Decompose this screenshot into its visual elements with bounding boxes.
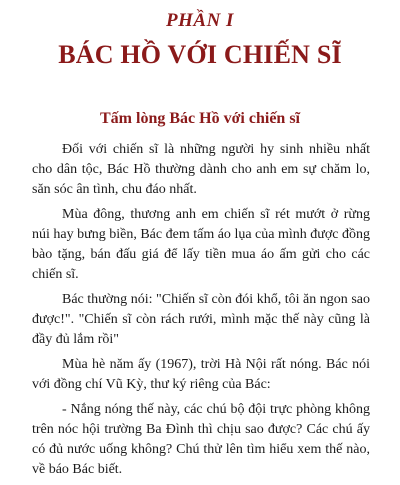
part-title: BÁC HỒ VỚI CHIẾN SĨ xyxy=(58,40,342,69)
paragraph: - Nắng nóng thế này, các chú bộ đội trực phòng không trên nóc hội trường Ba Đình thì chịu sao được? Các chú ấy có đủ nước uống không? Chú thử lên tìm hiểu xem thế nào, về báo Bác biết. xyxy=(32,402,370,477)
body-text xyxy=(32,140,370,485)
paragraph: Mùa hè năm ấy (1967), trời Hà Nội rất nóng. Bác nói với đồng chí Vũ Kỳ, thư ký riêng của Bác: xyxy=(32,357,370,392)
paragraph: Bác thường nói: "Chiến sĩ còn đói khổ, tôi ăn ngon sao được!". "Chiến sĩ còn rách rưới, mình mặc thế này cũng là đầy đủ lắm rồi" xyxy=(32,292,370,347)
section-title: Tấm lòng Bác Hồ với chiến sĩ xyxy=(100,110,300,127)
paragraph: Đối với chiến sĩ là những người hy sinh nhiều nhất cho dân tộc, Bác Hồ thường dành cho anh em sự chăm lo, săn sóc ân tình, chu đáo nhất. xyxy=(32,142,370,197)
paragraph: Mùa đông, thương anh em chiến sĩ rét mướt ở rừng núi hay bưng biền, Bác đem tấm áo lụa của mình được đồng bào tặng, bán đấu giá để lấy tiền mua áo ấm gửi cho các chiến sĩ. xyxy=(32,207,370,282)
part-label: PHẦN I xyxy=(166,10,234,31)
